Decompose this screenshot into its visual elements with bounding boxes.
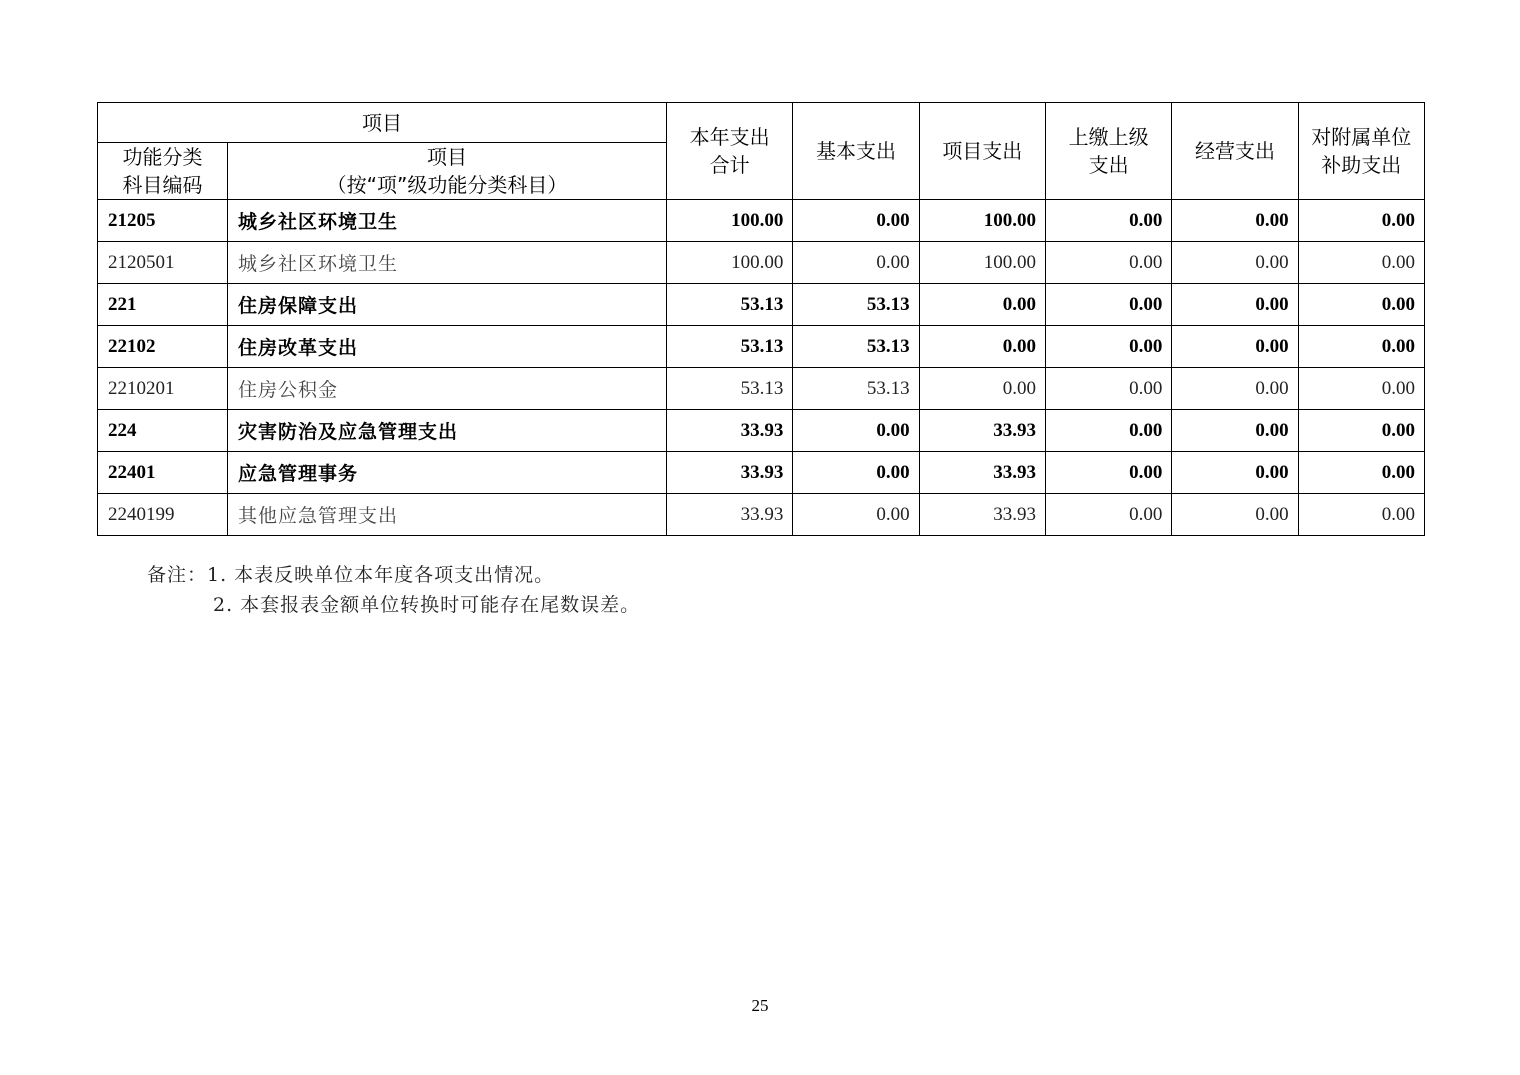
cell-upper: 0.00 [1045,368,1171,410]
cell-subsidy: 0.00 [1298,494,1424,536]
notes-label: 备注： [147,564,208,586]
cell-subsidy: 0.00 [1298,452,1424,494]
table-row [98,494,1425,536]
notes [147,560,640,620]
cell-name: 住房改革支出 [228,326,667,368]
cell-name: 应急管理事务 [228,452,667,494]
header-basic-line1: 基本支出 [815,139,896,163]
cell-upper: 0.00 [1045,452,1171,494]
cell-total: 53.13 [667,368,793,410]
header-project [919,103,1045,200]
cell-basic: 0.00 [793,200,919,242]
header-upper-line1: 上缴上级 [1068,125,1149,149]
cell-total: 100.00 [667,242,793,284]
cell-upper: 0.00 [1045,284,1171,326]
header-basic [793,103,919,200]
cell-name: 住房保障支出 [228,284,667,326]
cell-project: 0.00 [919,368,1045,410]
cell-project: 0.00 [919,326,1045,368]
cell-basic: 0.00 [793,494,919,536]
header-name [228,143,667,200]
header-subsidy [1298,103,1424,200]
cell-code: 22401 [98,452,228,494]
table-row [98,326,1425,368]
cell-code: 21205 [98,200,228,242]
cell-upper: 0.00 [1045,326,1171,368]
header-code-line1: 功能分类 [122,145,203,169]
cell-basic: 53.13 [793,368,919,410]
cell-code: 221 [98,284,228,326]
cell-basic: 0.00 [793,452,919,494]
cell-total: 33.93 [667,452,793,494]
cell-code: 224 [98,410,228,452]
header-business-line1: 经营支出 [1194,139,1275,163]
header-total-line2: 合计 [709,153,750,177]
cell-business: 0.00 [1172,326,1298,368]
cell-project: 100.00 [919,242,1045,284]
cell-basic: 53.13 [793,326,919,368]
page-number: 25 [751,996,769,1015]
cell-subsidy: 0.00 [1298,368,1424,410]
cell-business: 0.00 [1172,368,1298,410]
cell-upper: 0.00 [1045,410,1171,452]
cell-subsidy: 0.00 [1298,284,1424,326]
header-code [98,143,228,200]
header-code-line2: 科目编码 [122,173,203,197]
cell-business: 0.00 [1172,410,1298,452]
table-row [98,368,1425,410]
header-upper [1045,103,1171,200]
note-item-2: 2. 本套报表金额单位转换时可能存在尾数误差。 [213,594,641,616]
table-body [98,200,1425,536]
cell-subsidy: 0.00 [1298,242,1424,284]
note-line-2 [147,590,640,620]
cell-subsidy: 0.00 [1298,200,1424,242]
cell-name: 城乡社区环境卫生 [228,200,667,242]
cell-basic: 53.13 [793,284,919,326]
note-item-1: 1. 本表反映单位本年度各项支出情况。 [207,564,555,586]
cell-code: 2240199 [98,494,228,536]
cell-business: 0.00 [1172,200,1298,242]
cell-project: 33.93 [919,452,1045,494]
cell-name: 住房公积金 [228,368,667,410]
cell-code: 22102 [98,326,228,368]
header-project-line1: 项目支出 [942,139,1023,163]
cell-business: 0.00 [1172,284,1298,326]
cell-total: 33.93 [667,410,793,452]
header-business [1172,103,1298,200]
cell-total: 53.13 [667,284,793,326]
cell-total: 100.00 [667,200,793,242]
table-row [98,452,1425,494]
cell-subsidy: 0.00 [1298,326,1424,368]
header-name-line1: 项目 [427,145,467,169]
cell-project: 33.93 [919,494,1045,536]
cell-subsidy: 0.00 [1298,410,1424,452]
cell-business: 0.00 [1172,452,1298,494]
header-name-line2: （按“项”级功能分类科目） [326,173,568,197]
expenditure-table [97,102,1425,536]
cell-basic: 0.00 [793,410,919,452]
header-subsidy-line2: 补助支出 [1321,153,1402,177]
cell-code: 2120501 [98,242,228,284]
table-row [98,410,1425,452]
cell-name: 其他应急管理支出 [228,494,667,536]
header-subsidy-line1: 对附属单位 [1311,125,1412,149]
cell-upper: 0.00 [1045,242,1171,284]
cell-name: 灾害防治及应急管理支出 [228,410,667,452]
table-row [98,242,1425,284]
table-row [98,284,1425,326]
note-line-1 [147,560,640,590]
cell-business: 0.00 [1172,494,1298,536]
cell-project: 0.00 [919,284,1045,326]
cell-total: 33.93 [667,494,793,536]
cell-name: 城乡社区环境卫生 [228,242,667,284]
header-upper-line2: 支出 [1088,153,1129,177]
header-project-group: 项目 [98,103,667,143]
cell-upper: 0.00 [1045,200,1171,242]
header-total [667,103,793,200]
cell-basic: 0.00 [793,242,919,284]
cell-total: 53.13 [667,326,793,368]
table-row [98,200,1425,242]
cell-project: 33.93 [919,410,1045,452]
cell-project: 100.00 [919,200,1045,242]
cell-code: 2210201 [98,368,228,410]
cell-business: 0.00 [1172,242,1298,284]
cell-upper: 0.00 [1045,494,1171,536]
header-total-line1: 本年支出 [689,125,770,149]
